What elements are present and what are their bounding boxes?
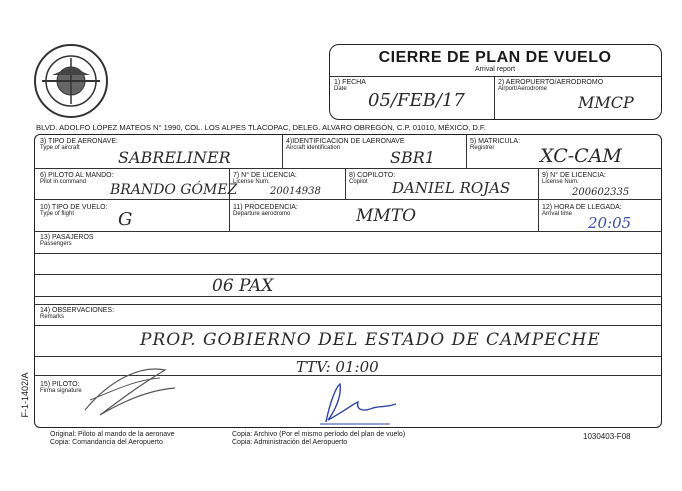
- form-title: CIERRE DE PLAN DE VUELO: [378, 49, 612, 66]
- tipo-aeronave-label: 3) TIPO DE AERONAVE: Type of aircraft: [40, 138, 118, 151]
- aeropuerto-value[interactable]: MMCP: [578, 93, 634, 112]
- footer-original: Original: Piloto al mando de la aeronave: [50, 431, 175, 438]
- fecha-value[interactable]: 05/FEB/17: [368, 90, 465, 111]
- tipo-aeronave-value[interactable]: SABRELINER: [118, 148, 231, 167]
- pasajeros-value[interactable]: 06 PAX: [212, 276, 274, 296]
- procedencia-value[interactable]: MMTO: [356, 206, 417, 226]
- licencia1-value[interactable]: 20014938: [270, 186, 321, 197]
- observaciones-line1[interactable]: PROP. GOBIERNO DEL ESTADO DE CAMPECHE: [140, 330, 601, 350]
- observaciones-label: 14) OBSERVACIONES: Remarks: [40, 307, 115, 320]
- licencia2-value[interactable]: 200602335: [572, 187, 630, 198]
- form-subtitle: Arrival report: [474, 66, 516, 73]
- inspector-signature: [318, 382, 398, 426]
- footer-copia1: Copia: Comandancia del Aeropuerto: [50, 439, 163, 446]
- pilot-signature: [80, 360, 180, 420]
- fecha-label: 1) FECHA Date: [334, 79, 366, 92]
- copiloto-label: 8) COPILOTO: Copilot: [349, 172, 396, 185]
- footer-copia2: Copia: Archivo (Por el mismo período del plan de vuelo): [232, 431, 406, 438]
- licencia1-label: 7) N° DE LICENCIA: License Num.: [233, 172, 297, 185]
- matricula-label: 5) MATRICULA: Registrer: [470, 138, 521, 151]
- dgac-seal: [32, 42, 110, 120]
- hora-llegada-value[interactable]: 20:05: [588, 214, 632, 232]
- piloto-label: 15) PILOTO: Firma signature: [40, 381, 82, 394]
- address-line: BLVD. ADOLFO LÓPEZ MATEOS N° 1990, COL. LOS ALPES TLACOPAC, DELEG. ALVARO OBREGÓN, C.P. 01010, MÉXICO, D.F.: [36, 123, 486, 132]
- footer-copia3: Copia: Administración del Aeropuerto: [232, 439, 348, 446]
- procedencia-label: 11) PROCEDENCIA: Departure aerodromo: [233, 204, 298, 217]
- identificacion-value[interactable]: SBR1: [390, 148, 435, 167]
- form-code: 1030403-F08: [583, 432, 631, 441]
- aeropuerto-label: 2) AEROPUERTO/AERODROMO Airport/Aerodrome: [498, 79, 604, 92]
- copiloto-value[interactable]: DANIEL ROJAS: [392, 179, 511, 197]
- licencia2-label: 9) N° DE LICENCIA: License Num.: [542, 172, 606, 185]
- piloto-mando-value[interactable]: BRANDO GÓMEZ: [110, 182, 238, 198]
- hora-llegada-label: 12) HORA DE LLEGADA: Arrival time: [542, 204, 622, 217]
- side-code: F-1-1402/A: [20, 372, 30, 418]
- tipo-vuelo-label: 10) TIPO DE VUELO: Type of flight: [40, 204, 108, 217]
- identificacion-label: 4)IDENTIFICACION DE LAERONAVE Aircraft identification: [286, 138, 405, 151]
- matricula-value[interactable]: XC-CAM: [540, 145, 622, 167]
- observaciones-line2[interactable]: TTV: 01:00: [296, 358, 379, 376]
- tipo-vuelo-value[interactable]: G: [118, 209, 133, 230]
- pasajeros-label: 13) PASAJEROS Passengers: [40, 234, 94, 247]
- piloto-mando-label: 6) PILOTO AL MANDO: Pilot in command: [40, 172, 114, 185]
